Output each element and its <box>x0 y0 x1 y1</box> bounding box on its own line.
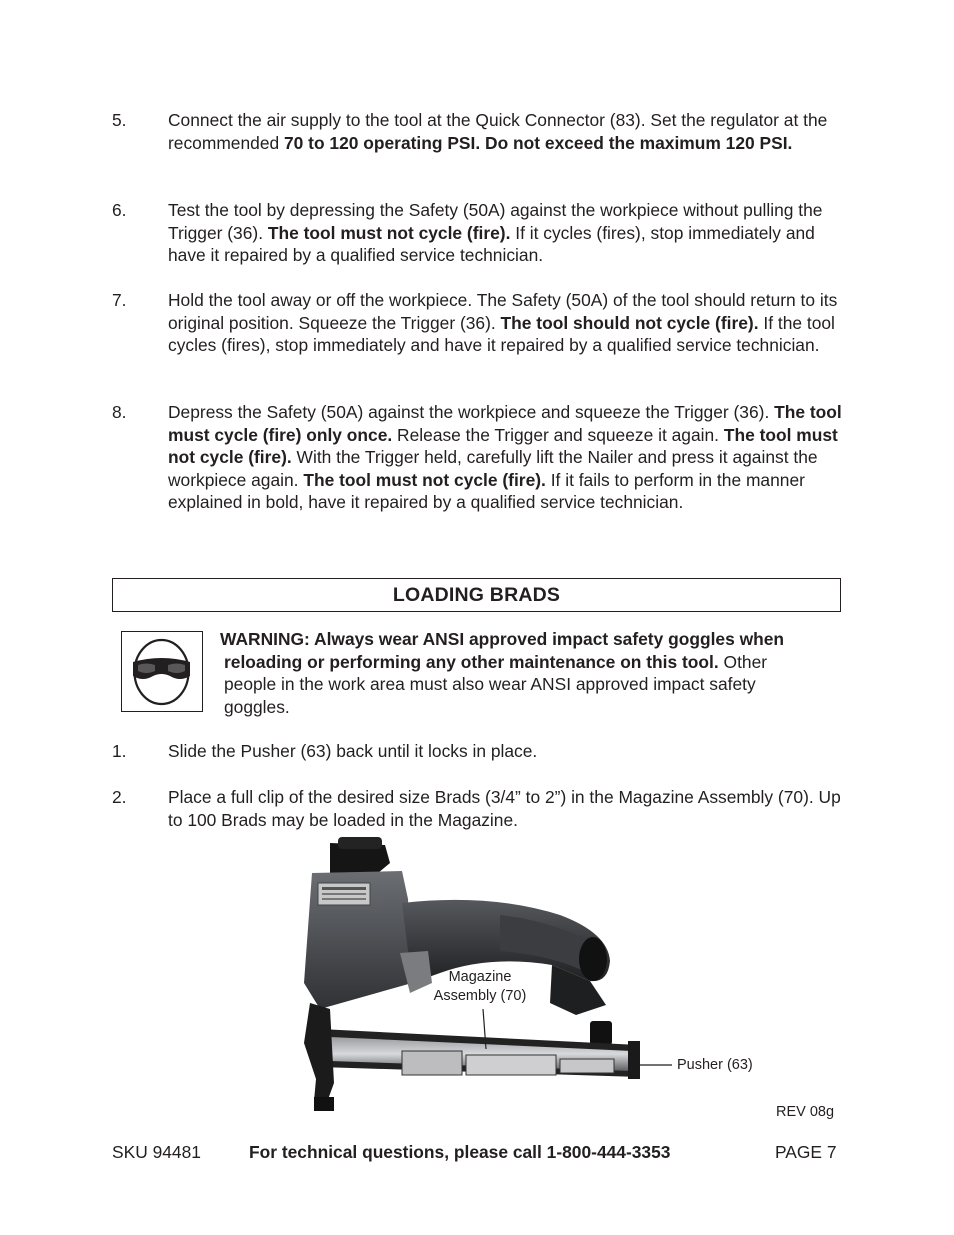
step-6 <box>112 199 842 267</box>
text-segment: If it fails to perform in the manner explained in bold, have it repaired by a qualified service technician. <box>168 469 805 513</box>
text-segment: With the Trigger held, carefully lift the Nailer and press it against the workpiece again. <box>168 447 818 490</box>
bold-text-segment: The tool must not cycle (fire). <box>303 469 546 490</box>
text-segment: Test the tool by depressing the Safety (50A) against the workpiece without pulling the Trigger (36). <box>168 200 823 243</box>
footer-tech-support: For technical questions, please call 1-800-444-3353 <box>249 1142 671 1162</box>
bold-text-segment: The tool must cycle (fire) only once. <box>168 402 842 445</box>
bold-text-segment: The tool must not cycle (fire). <box>267 222 511 243</box>
section-title-loading-brads: LOADING BRADS <box>112 578 841 612</box>
warning-bold-line-1: WARNING: Always wear ANSI approved impact safety goggles when <box>220 629 785 649</box>
step-text <box>168 199 842 267</box>
callout-magazine-assembly <box>430 968 530 1006</box>
step-number: 6. <box>112 200 127 220</box>
footer-page-number: PAGE 7 <box>775 1142 837 1162</box>
step-text <box>168 786 842 831</box>
step-7 <box>112 289 842 357</box>
warning-line-2-tail: Other <box>718 651 768 672</box>
text-segment: Slide the Pusher (63) back until it locks in place. <box>168 741 538 761</box>
text-segment: Depress the Safety (50A) against the workpiece and squeeze the Trigger (36). <box>168 402 775 422</box>
step-5 <box>112 109 842 154</box>
bold-text-segment: The tool must not cycle (fire). <box>168 424 838 468</box>
warning-bold-line-2: reloading or performing any other maintenance on this tool. <box>224 651 719 672</box>
text-segment: If the tool cycles (fires), stop immediately and have it repaired by a qualified service technician. <box>168 312 835 356</box>
callout-magazine-line-2: Assembly (70) <box>433 988 527 1004</box>
bold-text-segment: The tool should not cycle (fire). <box>500 312 759 333</box>
step-number: 2. <box>112 787 127 807</box>
warning-text <box>220 628 840 718</box>
text-segment: Release the Trigger and squeeze it again. <box>392 424 724 445</box>
step-number: 5. <box>112 110 127 130</box>
text-segment: Place a full clip of the desired size Brads (3/4” to 2”) in the Magazine Assembly (70). Up to 100 Brads may be loaded in the Magazine. <box>168 787 841 830</box>
warning-line-3: people in the work area must also wear ANSI approved impact safety <box>224 674 756 695</box>
step-text <box>168 401 842 514</box>
step-number: 1. <box>112 741 127 761</box>
footer-sku: SKU 94481 <box>112 1142 201 1162</box>
callout-pusher: Pusher (63) <box>677 1057 753 1073</box>
text-segment: If it cycles (fires), stop immediately and have it repaired by a qualified service technician. <box>168 222 815 266</box>
step-text <box>168 289 842 357</box>
step-number: 8. <box>112 402 127 422</box>
safety-goggles-icon <box>121 631 203 712</box>
brad-nailer-photo <box>290 833 770 1123</box>
text-segment: Hold the tool away or off the workpiece. The Safety (50A) of the tool should return to its original position. Squeeze the Trigger (36). <box>168 290 838 333</box>
step-2 <box>112 786 842 831</box>
revision-label: REV 08g <box>776 1104 835 1120</box>
step-text <box>168 740 842 763</box>
step-text <box>168 109 842 154</box>
bold-text-segment: 70 to 120 operating PSI. Do not exceed the maximum 120 PSI. <box>284 132 793 153</box>
text-segment: Connect the air supply to the tool at the Quick Connector (83). Set the regulator at the recommended <box>168 110 828 153</box>
warning-line-4: goggles. <box>224 696 290 717</box>
step-1 <box>112 740 842 763</box>
step-8 <box>112 401 842 514</box>
callout-magazine-line-1: Magazine <box>448 969 512 985</box>
step-number: 7. <box>112 290 127 310</box>
